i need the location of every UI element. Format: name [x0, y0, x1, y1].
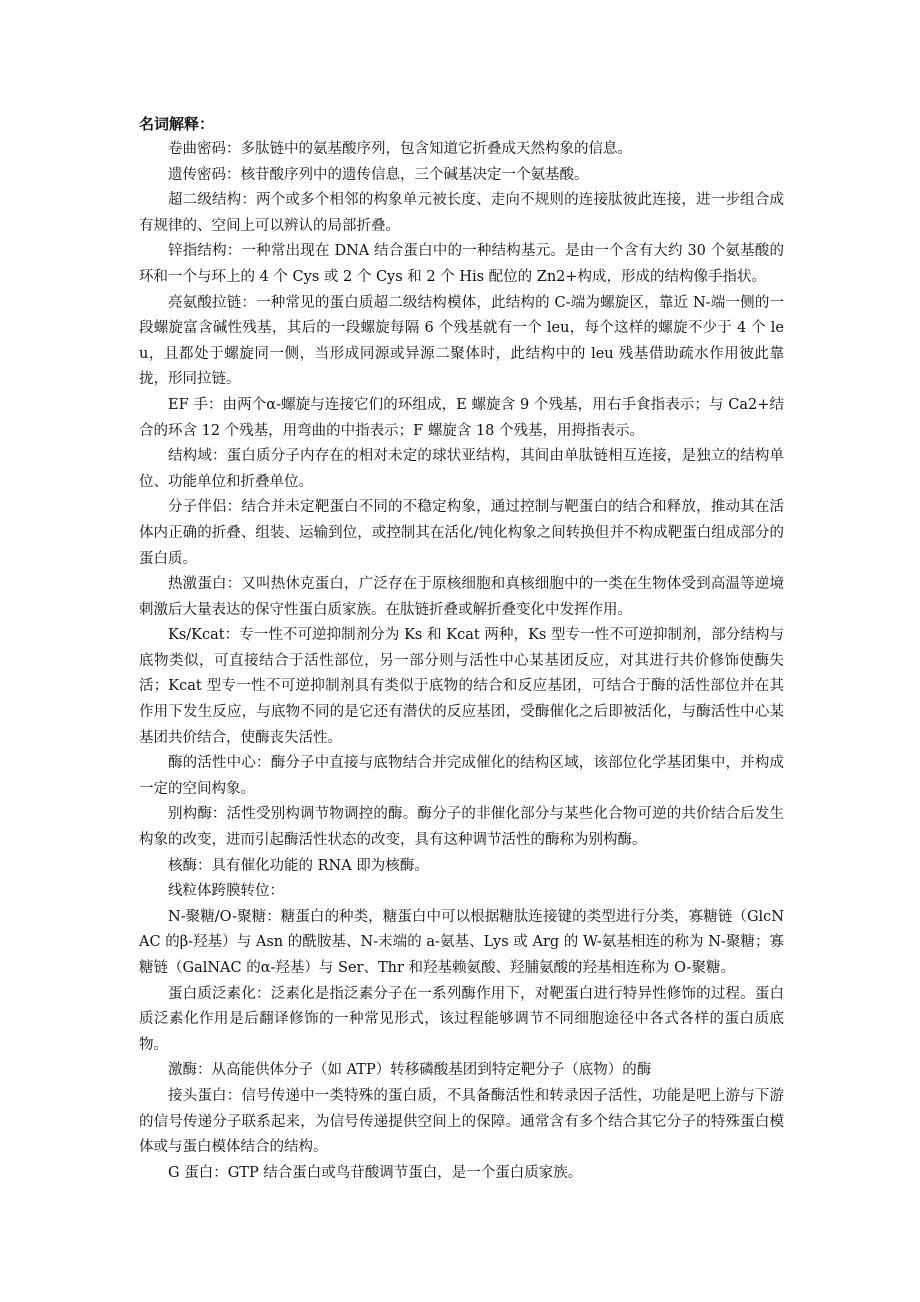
term-domain: 结构域：蛋白质分子内存在的相对未定的球状亚结构，其间由单肽链相互连接，是独立的结构单位、功能单位和折叠单位。 [139, 448, 784, 490]
term-zinc-finger: 锌指结构：一种常出现在 DNA 结合蛋白中的一种结构基元。是由一个含有大约 30 个氨基酸的环和一个与环上的 4 个 Cys 或 2 个 Cys 和 2 个 His 配位的 Zn2+构成，形成的结构像手指状。 [139, 243, 784, 285]
term-genetic-code: 遗传密码：核苷酸序列中的遗传信息，三个碱基决定一个氨基酸。 [168, 166, 589, 183]
term-g-protein: G 蛋白：GTP 结合蛋白或鸟苷酸调节蛋白，是一个蛋白质家族。 [168, 1164, 583, 1181]
term-heat-shock-protein: 热激蛋白：又叫热休克蛋白，广泛存在于原核细胞和真核细胞中的一类在生物体受到高温等逆境刺激后大量表达的保守性蛋白质家族。在肽链折叠或解折叠变化中发挥作用。 [139, 576, 784, 618]
section-heading: 名词解释： [139, 115, 215, 133]
term-supersecondary-structure: 超二级结构：两个或多个相邻的构象单元被长度、走向不规则的连接肽彼此连接，进一步组合成有规律的、空间上可以辨认的局部折叠。 [139, 192, 784, 234]
term-adaptor-protein: 接头蛋白：信号传递中一类特殊的蛋白质，不具备酶活性和转录因子活性，功能是吧上游与下游的信号传递分子联系起来，为信号传递提供空间上的保障。通常含有多个结合其它分子的特殊蛋白模体或与蛋白模体结合的结构。 [139, 1087, 784, 1156]
term-allosteric-enzyme: 别构酶：活性受别构调节物调控的酶。酶分子的非催化部分与某些化合物可逆的共价结合后发生构象的改变，进而引起酶活性状态的改变，具有这种调节活性的酶称为别构酶。 [139, 806, 784, 849]
term-molecular-chaperone: 分子伴侣：结合并未定靶蛋白不同的不稳定构象，通过控制与靶蛋白的结合和释放，推动其在活体内正确的折叠、组装、运输到位，或控制其在活化/钝化构象之间转换但并不构成靶蛋白组成部分的蛋白质。 [139, 499, 784, 567]
term-kinase: 激酶：从高能供体分子（如 ATP）转移磷酸基团到特定靶分子（底物）的酶 [168, 1062, 652, 1079]
term-ribozyme: 核酶：具有催化功能的 RNA 即为核酶。 [168, 857, 429, 874]
term-coiled-code: 卷曲密码：多肽链中的氨基酸序列，包含知道它折叠成天然构象的信息。 [168, 141, 632, 157]
term-n-o-glycans: N-聚糖/O-聚糖：糖蛋白的种类，糖蛋白中可以根据糖肽连接键的类型进行分类，寡糖链（GlcNAC 的β-羟基）与 Asn 的酰胺基、N-末端的 a-氨基、Lys 或 Arg 的 W-氨基相连的称为 N-聚糖；寡糖链（GalNAC 的α-羟基）与 Ser、Thr 和羟基赖氨酸、羟脯氨酸的羟基相连称为 O-聚糖。 [139, 908, 784, 976]
term-leucine-zipper: 亮氨酸拉链：一种常见的蛋白质超二级结构模体，此结构的 C-端为螺旋区，靠近 N-端一侧的一段螺旋富含碱性残基，其后的一段螺旋每隔 6 个残基就有一个 leu，每个这样的螺旋不少于 4 个 leu，且都处于螺旋同一侧，当形成同源或异源二聚体时，此结构中的 leu 残基借助疏水作用彼此靠拢，形同拉链。 [139, 294, 784, 388]
term-mitochondrial-translocation: 线粒体跨膜转位： [168, 883, 284, 900]
term-ubiquitination: 蛋白质泛素化：泛素化是指泛素分子在一系列酶作用下，对靶蛋白进行特异性修饰的过程。蛋白质泛素化作用是后翻译修饰的一种常见形式，该过程能够调节不同细胞途径中各式各样的蛋白质底物。 [139, 985, 784, 1053]
term-ks-kcat: Ks/Kcat：专一性不可逆抑制剂分为 Ks 和 Kcat 两种，Ks 型专一性不可逆抑制剂，部分结构与底物类似，可直接结合于活性部位，另一部分则与活性中心某基团反应，对其进行共价修饰使酶失活；Kcat 型专一性不可逆抑制剂具有类似于底物的结合和反应基团，可结合于酶的活性部位并在其作用下发生反应，与底物不同的是它还有潜伏的反应基团，受酶催化之后即被活化，与酶活性中心某基团共价结合，使酶丧失活性。 [139, 627, 784, 746]
term-active-site: 酶的活性中心：酶分子中直接与底物结合并完成催化的结构区域，该部位化学基团集中，并构成一定的空间构象。 [139, 755, 784, 797]
document-page [139, 111, 784, 1186]
term-ef-hand: EF 手：由两个α-螺旋与连接它们的环组成，E 螺旋含 9 个残基，用右手食指表示；与 Ca2+结合的环含 12 个残基，用弯曲的中指表示；F 螺旋含 18 个残基，用拇指表示。 [139, 396, 784, 439]
